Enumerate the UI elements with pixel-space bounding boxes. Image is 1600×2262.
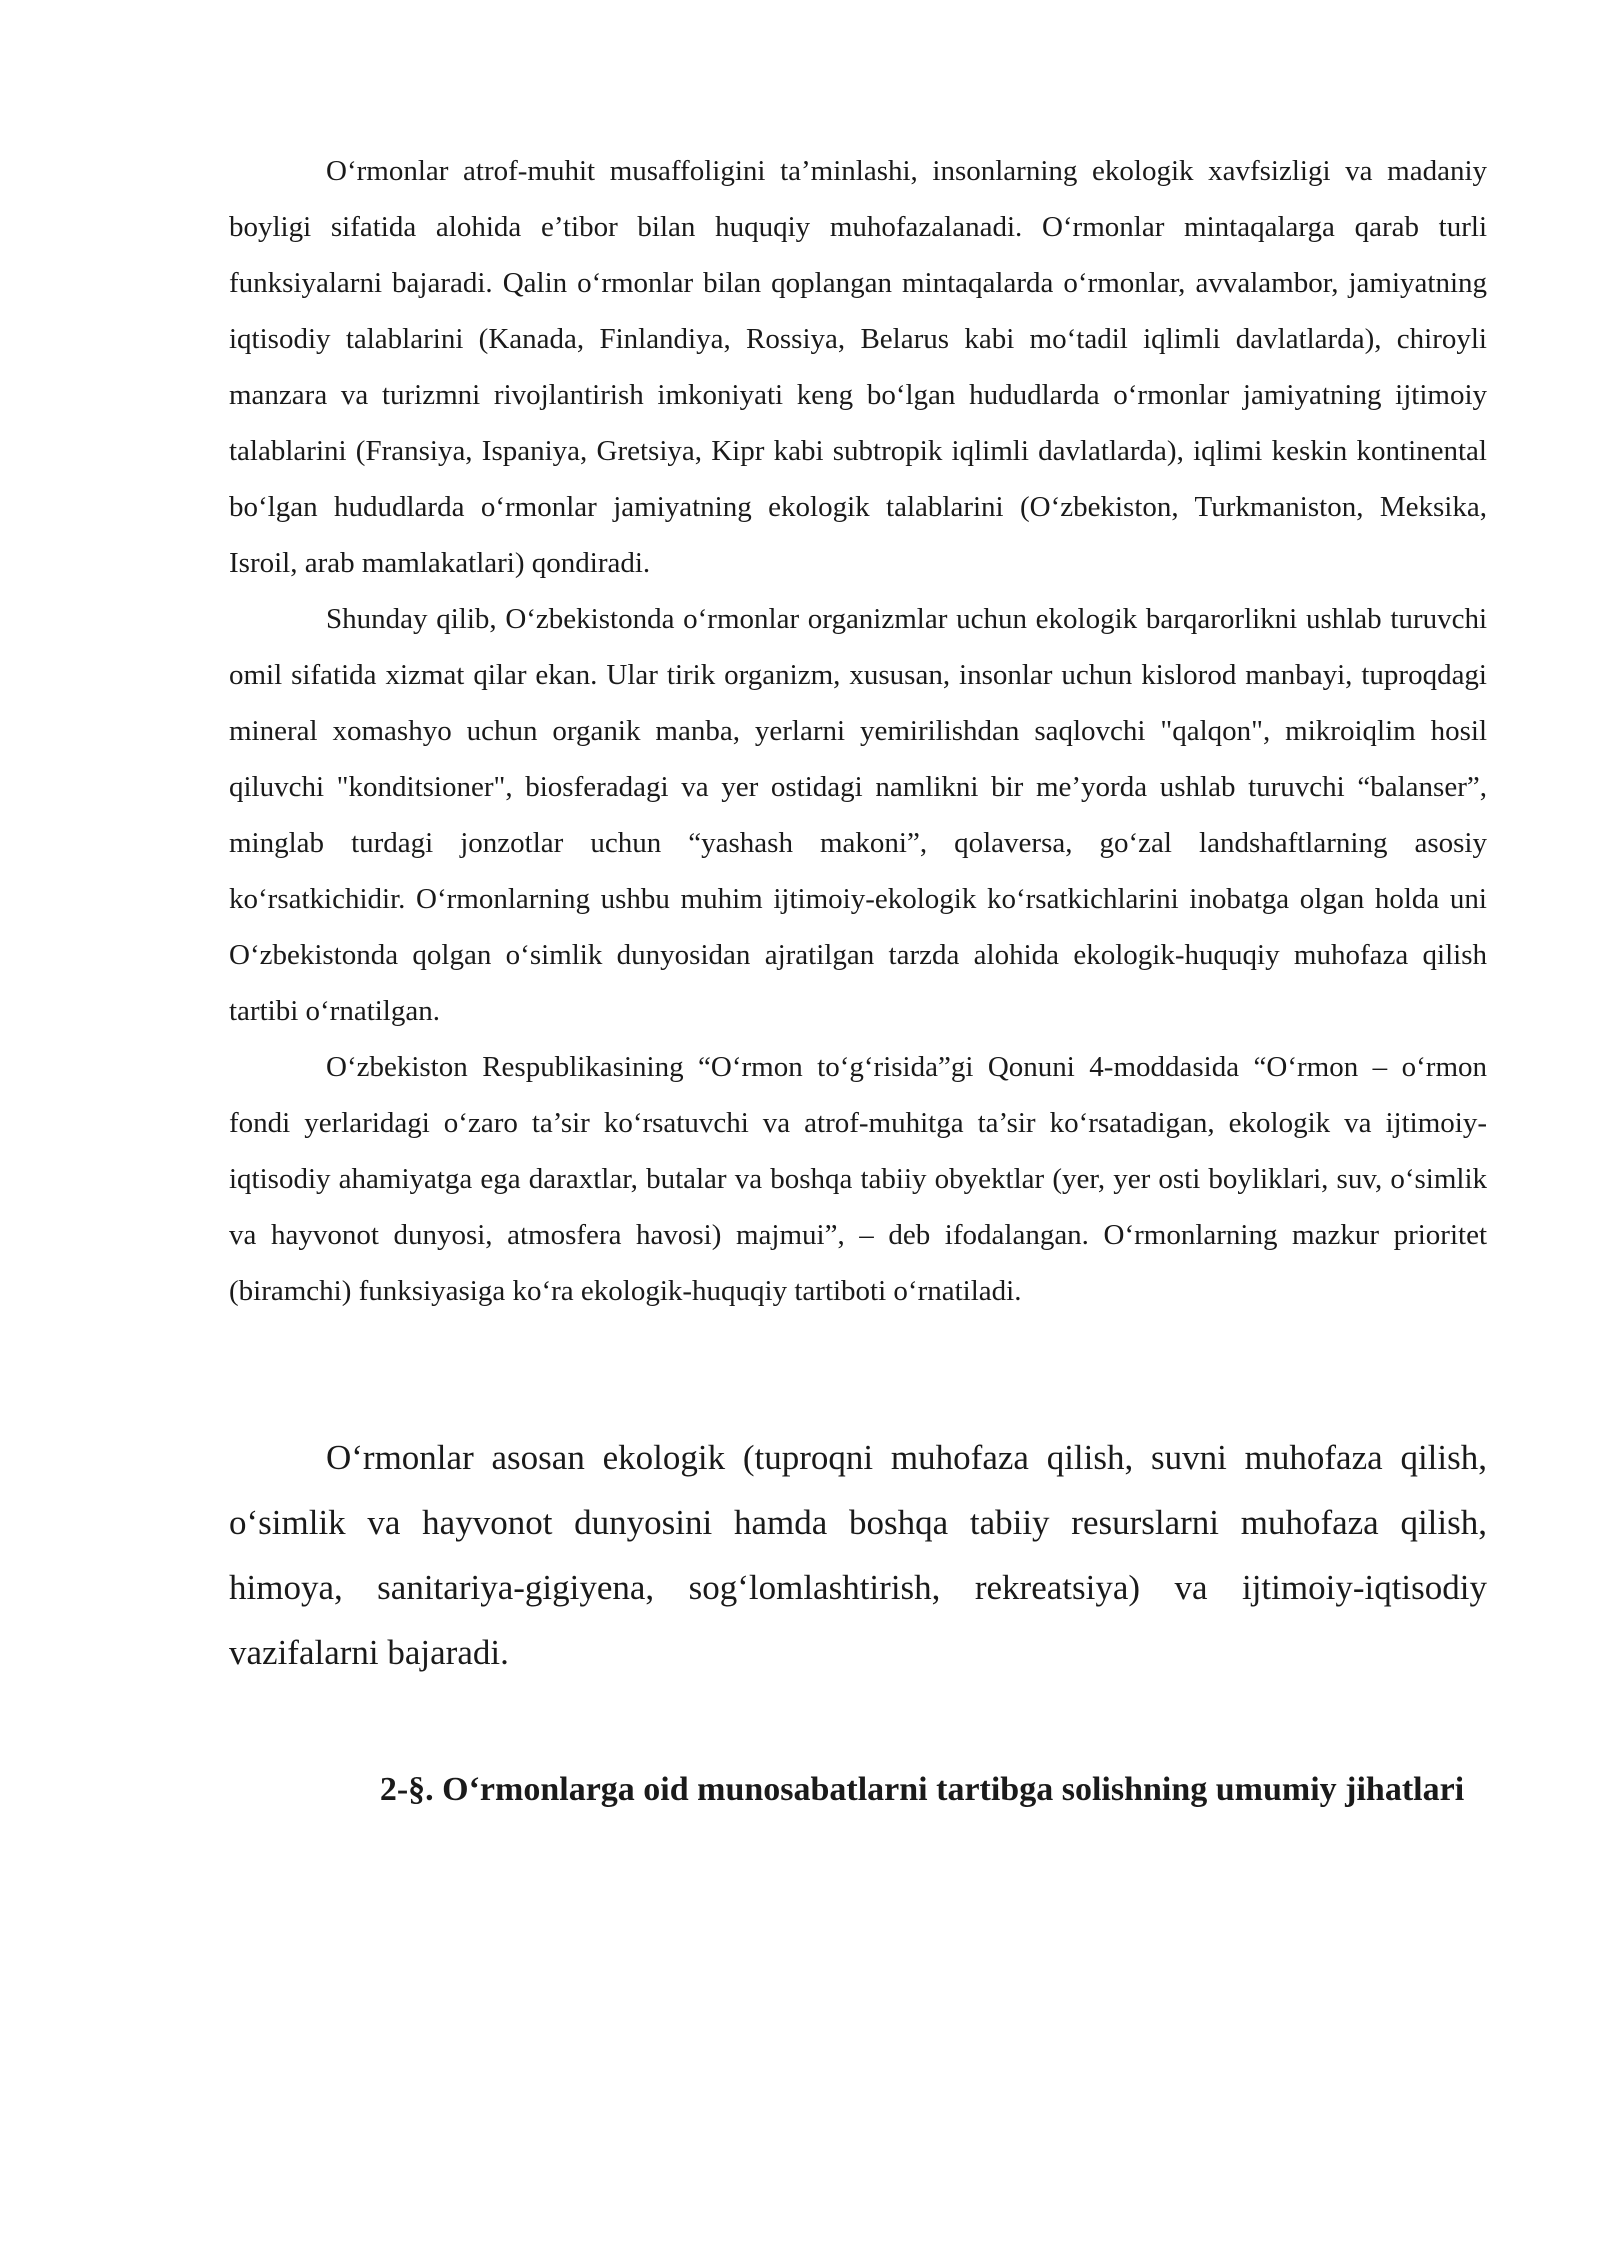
paragraph-forest-tasks: O‘rmonlar asosan ekologik (tuproqni muhofaza qilish, suvni muhofaza qilish, o‘simlik va hayvonot dunyosini hamda boshqa tabiiy resurslarni muhofaza qilish, himoya, sanitariya-gigiyena, sog‘lomlashtirish, rekreatsiya) va ijtimoiy-iqtisodiy vazifalarni bajaradi. — [229, 1438, 1487, 1672]
paragraph-forest-functions: O‘rmonlar atrof-muhit musaffoligini ta’minlashi, insonlarning ekologik xavfsizligi va madaniy boyligi sifatida alohida e’tibor bilan huquqiy muhofazalanadi. O‘rmonlar mintaqalarga qarab turli funksiyalarni bajaradi. Qalin o‘rmonlar bilan qoplangan mintaqalarda o‘rmonlar, avvalambor, jamiyatning iqtisodiy talablarini (Kanada, Finlandiya, Rossiya, Belarus kabi mo‘tadil iqlimli davlatlarda), chiroyli manzara va turizmni rivojlantirish imkoniyati keng bo‘lgan hududlarda o‘rmonlar jamiyatning ijtimoiy talablarini (Fransiya, Ispaniya, Gretsiya, Kipr kabi subtropik iqlimli davlatlarda), iqlimi keskin kontinental bo‘lgan hududlarda o‘rmonlar jamiyatning ekologik talablarini (O‘zbekiston, Turkmaniston, Meksika, Isroil, arab mamlakatlari) qondiradi. — [229, 155, 1487, 579]
body-text-small — [229, 143, 1487, 1319]
section-heading: 2-§. O‘rmonlarga oid munosabatlarni tartibga solishning umumiy jihatlari — [379, 1771, 1465, 1808]
paragraph-law-definition: O‘zbekiston Respublikasining “O‘rmon to‘g‘risida”gi Qonuni 4-moddasida “O‘rmon – o‘rmon fondi yerlaridagi o‘zaro ta’sir ko‘rsatuvchi va atrof-muhitga ta’sir ko‘rsatadigan, ekologik va ijtimoiy-iqtisodiy ahamiyatga ega daraxtlar, butalar va boshqa tabiiy obyektlar (yer, yer osti boyliklari, suv, o‘simlik va hayvonot dunyosi, atmosfera havosi) majmui”, – deb ifodalangan. O‘rmonlarning mazkur prioritet (biramchi) funksiyasiga ko‘ra ekologik-huquqiy tartiboti o‘rnatiladi. — [229, 1051, 1487, 1307]
paragraph-ecological-stability: Shunday qilib, O‘zbekistonda o‘rmonlar organizmlar uchun ekologik barqarorlikni ushlab turuvchi omil sifatida xizmat qilar ekan. Ular tirik organizm, xususan, insonlar uchun kislorod manbayi, tuproqdagi mineral xomashyo uchun organik manba, yerlarni yemirilishdan saqlovchi "qalqon", mikroiqlim hosil qiluvchi "konditsioner", biosferadagi va yer ostidagi namlikni bir me’yorda ushlab turuvchi “balanser”, minglab turdagi jonzotlar uchun “yashash makoni”, qolaversa, go‘zal landshaftlarning asosiy ko‘rsatkichidir. O‘rmonlarning ushbu muhim ijtimoiy-ekologik ko‘rsatkichlarini inobatga olgan holda uni O‘zbekistonda qolgan o‘simlik dunyosidan ajratilgan tarzda alohida ekologik-huquqiy muhofaza qilish tartibi o‘rnatilgan. — [229, 603, 1487, 1027]
body-text-large — [229, 1425, 1487, 1685]
